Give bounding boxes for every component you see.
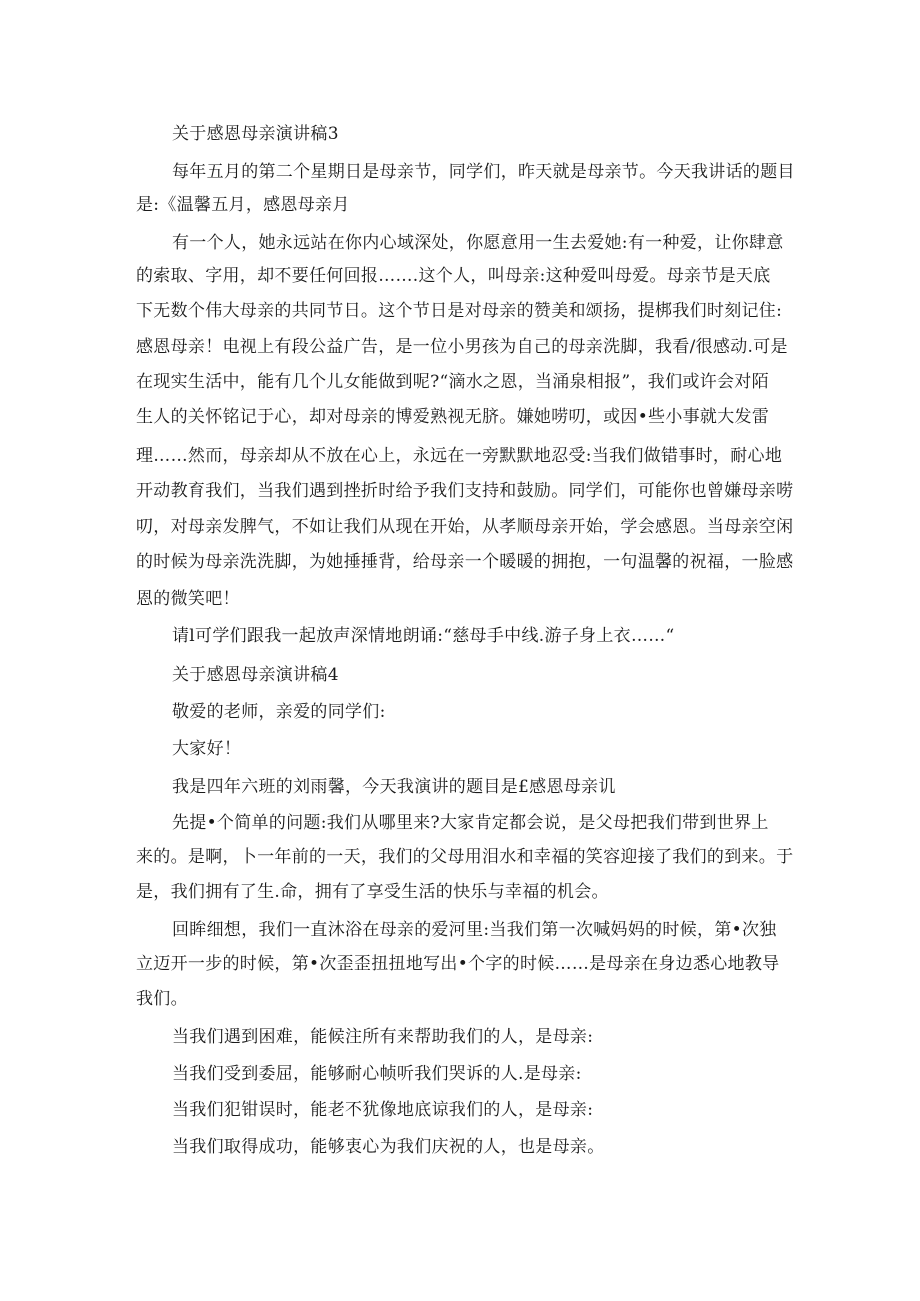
paragraph-line: 回眸细想，我们一直沐浴在母亲的爱河里:当我们第一次喊妈妈的时候，第•次独 <box>172 920 777 940</box>
salutation: 敬爱的老师，亲爱的同学们: <box>172 702 386 722</box>
paragraph-line: 当我们受到委屈，能够耐心帧听我们哭诉的人.是母亲: <box>172 1064 582 1084</box>
paragraph-line: 叨，对母亲发脾气，不如让我们从现在开始，从孝顺母亲开始，学会感恩。当母亲空闲 <box>136 517 794 537</box>
paragraph-line: 立迈开一步的时候，第•次歪歪扭扭地写出•个字的时候……是母亲在身边悉心地教导 <box>136 954 780 974</box>
greeting: 大家好！ <box>172 739 242 759</box>
paragraph-line: 下无数个伟大母亲的共同节日。这个节日是对母亲的赞美和颂扬，提梆我们时刻记住: <box>136 301 783 321</box>
paragraph-line: 来的。是啊，卜一年前的一天，我们的父母用泪水和幸福的笑容迎接了我们的到来。于 <box>136 847 794 867</box>
paragraph-line: 在现实生活中，能有几个儿女能做到呢?“滴水之恩，当涌泉相报”，我们或许会对陌 <box>136 372 769 392</box>
paragraph-line: 有一个人，她永远站在你内心域深处，你愿意用一生去爱她:有一种爱，让你肆意 <box>172 233 784 253</box>
paragraph-line: 先提•个简单的问题:我们从哪里来?大家肯定都会说，是父母把我们带到世界上 <box>172 813 769 833</box>
paragraph-line: 开动教育我们，当我们遇到挫折时给予我们支持和鼓励。同学们，可能你也曾嫌母亲唠 <box>136 481 794 501</box>
paragraph-line: 的索取、字用，却不要任何回报…….这个人，叫母亲:这种爱叫母爱。母亲节是天底 <box>136 266 771 286</box>
paragraph-line: 生人的关怀铭记于心，却对母亲的博爱熟视无脐。嫌她唠叨，或因•些小事就大发雷 <box>136 407 770 427</box>
paragraph-line: 是:《温馨五月，感恩母亲月 <box>136 195 350 215</box>
paragraph-line: 当我们取得成功，能够衷心为我们庆祝的人，也是母亲。 <box>172 1137 605 1157</box>
paragraph-line: 我们。 <box>136 989 188 1009</box>
paragraph-line: 感恩母亲！电视上有段公益广告，是一位小男孩为自己的母亲洗脚，我看/很感动.可是 <box>136 337 788 357</box>
section-title-3: 关于感恩母亲演讲稿3 <box>172 124 339 144</box>
paragraph-line: 恩的微笑吧！ <box>136 589 240 609</box>
paragraph-line: 的时候为母亲洗洗脚，为她捶捶背，给母亲一个暖暖的拥抱，一句温馨的祝福，一脸感 <box>136 552 794 572</box>
paragraph-line: 请l可学们跟我一起放声深情地朗诵:“慈母手中线.游子身上衣……“ <box>172 626 675 646</box>
section-title-4: 关于感恩母亲演讲稿4 <box>172 665 339 685</box>
paragraph-line: 每年五月的第二个星期日是母亲节，同学们，昨天就是母亲节。今天我讲话的题目 <box>172 162 795 182</box>
paragraph-line: 是，我们拥有了生.命，拥有了享受生活的快乐与幸福的机会。 <box>136 882 609 902</box>
paragraph-line: 我是四年六班的刘雨馨，今天我演讲的题目是£感恩母亲讥 <box>172 777 616 797</box>
paragraph-line: 理……然而，母亲却从不放在心上，永远在一旁默默地忍受:当我们做错事时，耐心地 <box>136 446 783 466</box>
paragraph-line: 当我们犯钳误时，能老不犹像地底谅我们的人，是母亲: <box>172 1100 594 1120</box>
paragraph-line: 当我们遇到困难，能候注所有来帮助我们的人，是母亲: <box>172 1027 594 1047</box>
